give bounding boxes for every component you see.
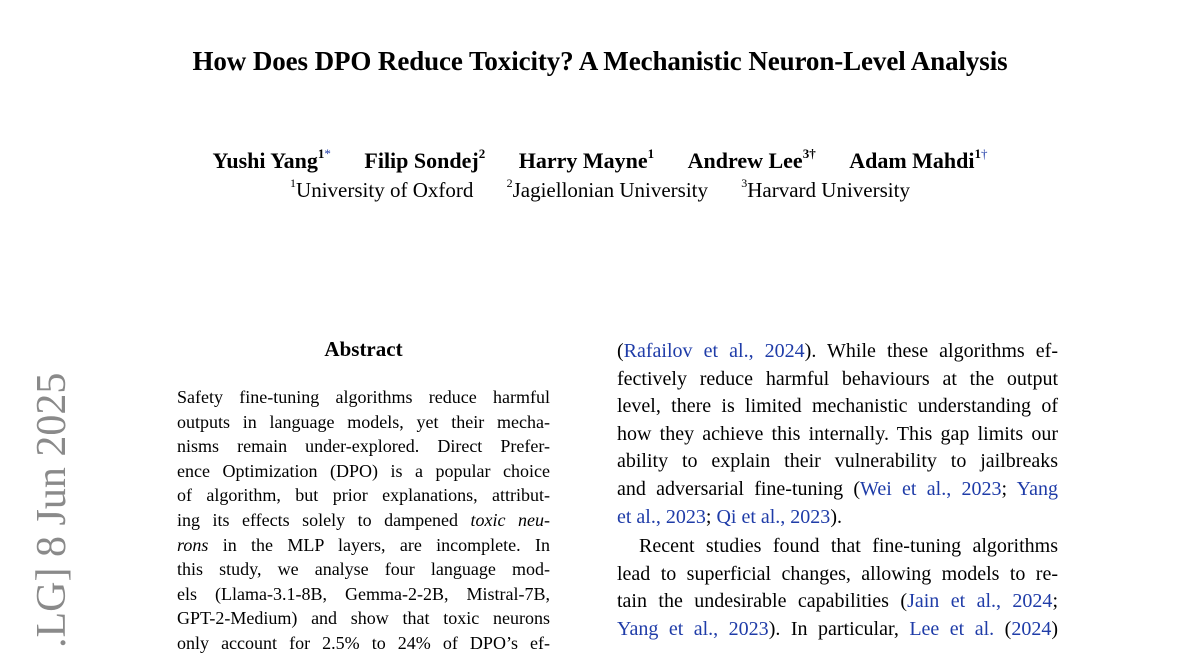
- intro-line: fectively reduce harmful behaviours at the output: [617, 367, 1058, 390]
- intro-line: and adversarial fine-tuning (Wei et al., 2023; Yang: [617, 477, 1058, 500]
- citation-link[interactable]: Qi et al., 2023: [716, 505, 831, 528]
- citation-link[interactable]: Wei et al., 2023: [860, 477, 1002, 500]
- intro-line: (Rafailov et al., 2024). While these algorithms ef-: [617, 340, 1058, 362]
- abstract-line: only account for 2.5% to 24% of DPO’s ef-: [177, 632, 550, 653]
- intro-line: how they achieve this internally. This gap limits our: [617, 422, 1058, 445]
- abstract-line: nisms remain under-explored. Direct Prefer-: [177, 436, 550, 457]
- citation-link[interactable]: Yang: [1016, 477, 1058, 500]
- intro-line: et al., 2023; Qi et al., 2023).: [617, 505, 842, 528]
- citation-link[interactable]: Yang et al., 2023: [617, 617, 769, 640]
- affiliation-3: $^3$Harvard University: [741, 176, 910, 202]
- abstract-line: ence Optimization (DPO) is a popular choice: [177, 460, 550, 481]
- abstract-line: Safety fine-tuning algorithms reduce harmful: [177, 387, 550, 407]
- abstract-line: rons in the MLP layers, are incomplete. In: [177, 534, 550, 555]
- intro-line: tain the undesirable capabilities (Jain et al., 2024;: [617, 590, 1058, 613]
- author-1: Yushi Yang$^{1*}$: [212, 145, 331, 173]
- intro-line: Recent studies found that fine-tuning algorithms: [639, 535, 1058, 558]
- abstract-heading: Abstract: [324, 337, 403, 361]
- arxiv-stamp: .LG] 8 Jun 2025: [29, 372, 75, 648]
- citation-link[interactable]: Jain et al., 2024: [907, 590, 1053, 613]
- author-list: [0, 145, 1200, 174]
- affiliation-1: $^1$University of Oxford: [290, 176, 474, 202]
- affiliation-list: [0, 178, 1200, 203]
- abstract-line: GPT-2-Medium) and show that toxic neurons: [177, 608, 550, 629]
- abstract-line: this study, we analyse four language mod-: [177, 559, 550, 580]
- intro-line: Yang et al., 2023). In particular, Lee et al. (2024): [617, 617, 1059, 640]
- abstract-line: ing its effects solely to dampened toxic neu-: [177, 509, 550, 530]
- abstract-line: els (Llama-3.1-8B, Gemma-2-2B, Mistral-7B,: [177, 583, 550, 604]
- citation-link[interactable]: Rafailov et al., 2024: [623, 340, 805, 362]
- abstract-line: outputs in language models, yet their mecha-: [177, 411, 550, 432]
- author-3: Harry Mayne$^1$: [518, 145, 655, 173]
- abstract-body: [177, 385, 550, 656]
- citation-link[interactable]: 2024: [1011, 617, 1052, 640]
- citation-link[interactable]: et al., 2023: [617, 505, 706, 528]
- paper-title: How Does DPO Reduce Toxicity? A Mechanistic Neuron-Level Analysis: [192, 46, 1008, 76]
- affiliation-2: $^2$Jagiellonian University: [506, 176, 708, 202]
- intro-line: ability to explain their vulnerability to jailbreaks: [617, 450, 1058, 473]
- author-2: Filip Sondej$^2$: [364, 145, 486, 173]
- author-4: Andrew Lee$^{3\dagger}$: [687, 145, 816, 173]
- author-5: Adam Mahdi$^{1\dagger}$: [849, 145, 988, 173]
- abstract-line: of algorithm, but prior explanations, attribut-: [177, 485, 550, 506]
- citation-link[interactable]: Lee et al.: [909, 617, 995, 640]
- intro-line: level, there is limited mechanistic understanding of: [617, 395, 1058, 418]
- intro-column: [617, 338, 1058, 644]
- intro-line: lead to superficial changes, allowing models to re-: [617, 562, 1058, 585]
